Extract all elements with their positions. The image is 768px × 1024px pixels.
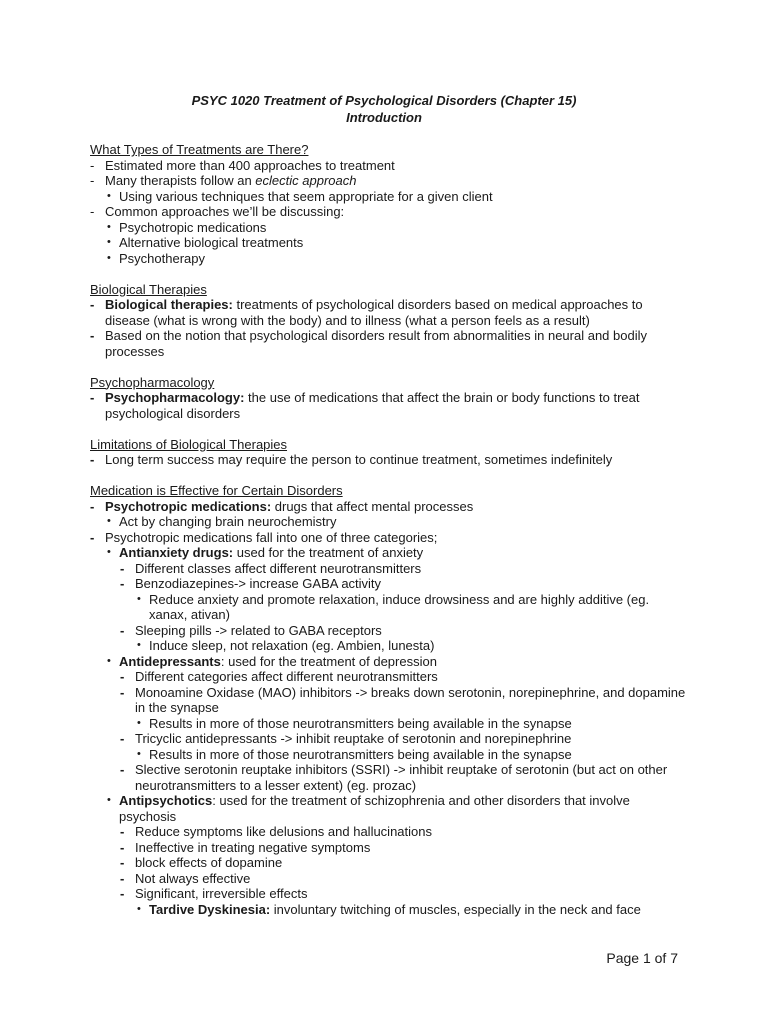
list-item: • Using various techniques that seem appropriate for a given client [107,188,493,204]
dash-marker: - [90,529,95,545]
bullet-marker: • [137,639,141,651]
dash-marker: - [120,560,125,576]
list-item: - Not always effective [120,870,251,886]
defined-term: Tardive Dyskinesia: [149,901,271,917]
defined-term: Antidepressants [119,653,221,669]
list-item: - Psychopharmacology: the use of medications that affect the brain or body functions to treat psychological disorders [90,390,640,421]
defined-term: Psychopharmacology: [105,390,245,405]
list-item: • Results in more of those neurotransmitters being available in the synapse [137,746,572,762]
section-treatment-types [90,142,690,266]
dash-marker: - [120,684,125,700]
list-item: • Antianxiety drugs: used for the treatment of anxiety [107,545,424,560]
defined-term: Antianxiety drugs: [119,545,234,560]
list-item: - Estimated more than 400 approaches to treatment [90,157,395,173]
bullet-marker: • [107,515,111,527]
bullet-marker: • [107,189,111,202]
list-item: - Ineffective in treating negative symptoms [120,839,371,855]
dash-marker: - [90,498,95,514]
list-item: - Tricyclic antidepressants -> inhibit reuptake of serotonin and norepinephrine [120,731,572,746]
list-item: • Act by changing brain neurochemistry [107,514,337,529]
bullet-marker: • [107,220,111,233]
bullet-marker: • [137,592,141,605]
bullet-marker: • [137,747,141,760]
dash-marker: - [120,762,125,777]
list-item: - Based on the notion that psychological disorders result from abnormalities in neural and bodily processes [90,328,647,359]
section-heading: Psychopharmacology [90,374,215,390]
section-heading: Medication is Effective for Certain Disorders [90,483,343,498]
document-title: PSYC 1020 Treatment of Psychological Disorders (Chapter 15) [191,93,577,108]
dash-marker: - [120,622,125,638]
list-item: - block effects of dopamine [120,855,283,870]
dash-marker: - [120,824,125,839]
section-limitations [90,437,690,468]
bullet-marker: • [137,902,141,915]
list-item: • Tardive Dyskinesia: involuntary twitching of muscles, especially in the neck and face [137,901,641,917]
defined-term: Biological therapies: [105,297,233,312]
list-item: • Results in more of those neurotransmitters being available in the synapse [137,715,572,731]
page-number: Page 1 of 7 [606,950,678,966]
list-item: - Many therapists follow an eclectic approach [90,173,357,188]
section-heading: What Types of Treatments are There? [90,142,309,157]
list-item: - Reduce symptoms like delusions and hallucinations [120,824,432,839]
list-item: • Alternative biological treatments [107,235,304,250]
bullet-marker: • [137,716,141,729]
list-item: • Antipsychotics: used for the treatment of schizophrenia and other disorders that involve psychosis [107,793,630,824]
list-item: - Significant, irreversible effects [120,886,308,901]
list-item: - Psychotropic medications: drugs that affect mental processes [90,498,474,514]
dash-marker: - [90,157,95,173]
section-biological-therapies [90,282,690,360]
list-item: - Long term success may require the person to continue treatment, sometimes indefinitely [90,452,613,467]
bullet-marker: • [107,794,111,806]
document-subtitle: Introduction [346,110,422,125]
dash-marker: - [90,390,95,405]
list-item: - Common approaches we’ll be discussing: [90,204,345,219]
list-item: - Slective serotonin reuptake inhibitors (SSRI) -> inhibit reuptake of serotonin (but act on other neurotransmitters to a lesser extent) (eg. prozac) [120,762,668,793]
bullet-marker: • [107,654,111,667]
list-item: - Psychotropic medications fall into one of three categories; [90,529,438,545]
list-item: • Antidepressants: used for the treatment of depression [107,653,437,669]
dash-marker: - [120,669,125,684]
dash-marker: - [120,870,125,886]
document-body [90,142,690,933]
list-item: • Reduce anxiety and promote relaxation, induce drowsiness and are highly additive (eg. xanax, ativan) [137,591,650,622]
dash-marker: - [120,731,125,746]
list-item: • Induce sleep, not relaxation (eg. Ambien, lunesta) [137,638,435,653]
dash-marker: - [90,297,95,312]
dash-marker: - [120,886,125,901]
dash-marker: - [90,452,95,467]
list-item: - Monoamine Oxidase (MAO) inhibitors -> breaks down serotonin, norepinephrine, and dopamine in the synapse [120,684,686,715]
dash-marker: - [120,839,125,855]
dash-marker: - [90,328,95,343]
list-item: - Different categories affect different neurotransmitters [120,669,438,684]
section-heading: Biological Therapies [90,281,207,297]
dash-marker: - [90,173,95,188]
defined-term: Antipsychotics [119,793,213,808]
section-medication [90,483,690,917]
bullet-marker: • [107,236,111,248]
dash-marker: - [120,855,125,870]
bullet-marker: • [107,546,111,558]
italic-term: eclectic approach [255,173,357,188]
list-item: - Benzodiazepines-> increase GABA activity [120,576,382,591]
dash-marker: - [90,204,95,219]
section-psychopharmacology [90,375,690,422]
section-heading: Limitations of Biological Therapies [90,436,288,452]
bullet-marker: • [107,251,111,264]
dash-marker: - [120,576,125,591]
list-item: - Biological therapies: treatments of psychological disorders based on medical approaches to disease (what is wrong with the body) and to illness (what a person feels as a result) [90,297,643,328]
list-item: - Different classes affect different neurotransmitters [120,560,422,576]
defined-term: Psychotropic medications: [105,498,272,514]
list-item: • Psychotropic medications [107,219,267,235]
list-item: - Sleeping pills -> related to GABA receptors [120,622,382,638]
list-item: • Psychotherapy [107,250,205,266]
